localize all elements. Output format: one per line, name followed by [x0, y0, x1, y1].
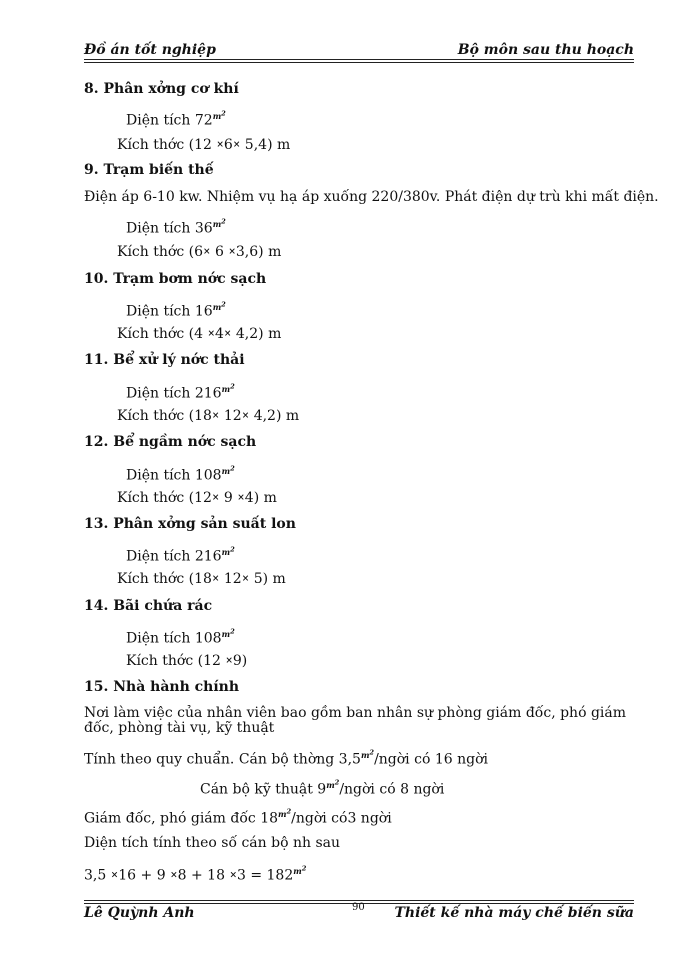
- section-14-title: 14. Bãi chứa rác: [84, 598, 213, 614]
- section-15-line-4: Diện tích tính theo số cán bộ nh sau: [84, 835, 340, 851]
- section-9-note: Điện áp 6-10 kw. Nhiệm vụ hạ áp xuống 220/380v. Phát điện dự trù khi mất điện.: [84, 189, 659, 205]
- section-14-size: Kích thớc (12 ×9): [126, 653, 248, 669]
- header-rule-2: [84, 62, 634, 63]
- section-15-line-2: Cán bộ kỹ thuật $9^{m^2}$/ngời có 8 ngời: [200, 778, 445, 798]
- footer-title: Thiết kế nhà máy chế biến sữa: [394, 905, 634, 921]
- section-9-area: Diện tích $36^{m^2}$: [126, 217, 226, 237]
- section-10-title: 10. Trạm bơm nớc sạch: [84, 271, 267, 287]
- section-15-calculation: $3,5 \times 16 + 9 \times 8 + 18 \times 3 = 182^{m^2}$: [84, 864, 307, 884]
- section-15-title: 15. Nhà hành chính: [84, 679, 240, 695]
- footer-author: Lê Quỳnh Anh: [84, 905, 195, 921]
- section-12-size: Kích thớc (12× 9 ×4) m: [117, 490, 277, 506]
- header-left: Đồ án tốt nghiệp: [84, 42, 216, 58]
- section-11-title: 11. Bể xử lý nớc thải: [84, 352, 245, 368]
- header-rule: [84, 59, 634, 60]
- section-10-area: Diện tích $16^{m^2}$: [126, 300, 226, 320]
- section-13-size: Kích thớc (18× 12× 5) m: [117, 571, 286, 587]
- section-15-line-1: Tính theo quy chuẩn. Cán bộ thờng $3,5^{m^2}$/ngời có 16 ngời: [84, 748, 488, 768]
- section-12-title: 12. Bể ngầm nớc sạch: [84, 434, 257, 450]
- section-13-title: 13. Phân xởng sản suất lon: [84, 516, 296, 532]
- header-right: Bộ môn sau thu hoạch: [457, 42, 634, 58]
- section-8-size: Kích thớc (12 ×6× 5,4) m: [117, 137, 291, 153]
- section-9-size: Kích thớc (6× 6 ×3,6) m: [117, 244, 282, 260]
- section-10-size: Kích thớc (4 ×4× 4,2) m: [117, 326, 282, 342]
- section-11-size: Kích thớc (18× 12× 4,2) m: [117, 408, 300, 424]
- section-8-area: Diện tích $72^{m^2}$: [126, 109, 226, 129]
- section-11-area: Diện tích $216^{m^2}$: [126, 382, 235, 402]
- footer-rule: [84, 900, 634, 901]
- page-number: 90: [352, 902, 365, 913]
- section-8-title: 8. Phân xởng cơ khí: [84, 81, 239, 97]
- section-15-paragraph: Nơi làm việc của nhân viên bao gồm ban nhân sự phòng giám đốc, phó giám đốc, phòng tài vụ, kỹ thuật: [84, 705, 627, 736]
- section-13-area: Diện tích $216^{m^2}$: [126, 545, 235, 565]
- section-9-title: 9. Trạm biến thế: [84, 162, 214, 178]
- section-14-area: Diện tích $108^{m^2}$: [126, 627, 235, 647]
- section-12-area: Diện tích $108^{m^2}$: [126, 464, 235, 484]
- section-15-line-3: Giám đốc, phó giám đốc $18^{m^2}$/ngời có3 ngời: [84, 807, 392, 827]
